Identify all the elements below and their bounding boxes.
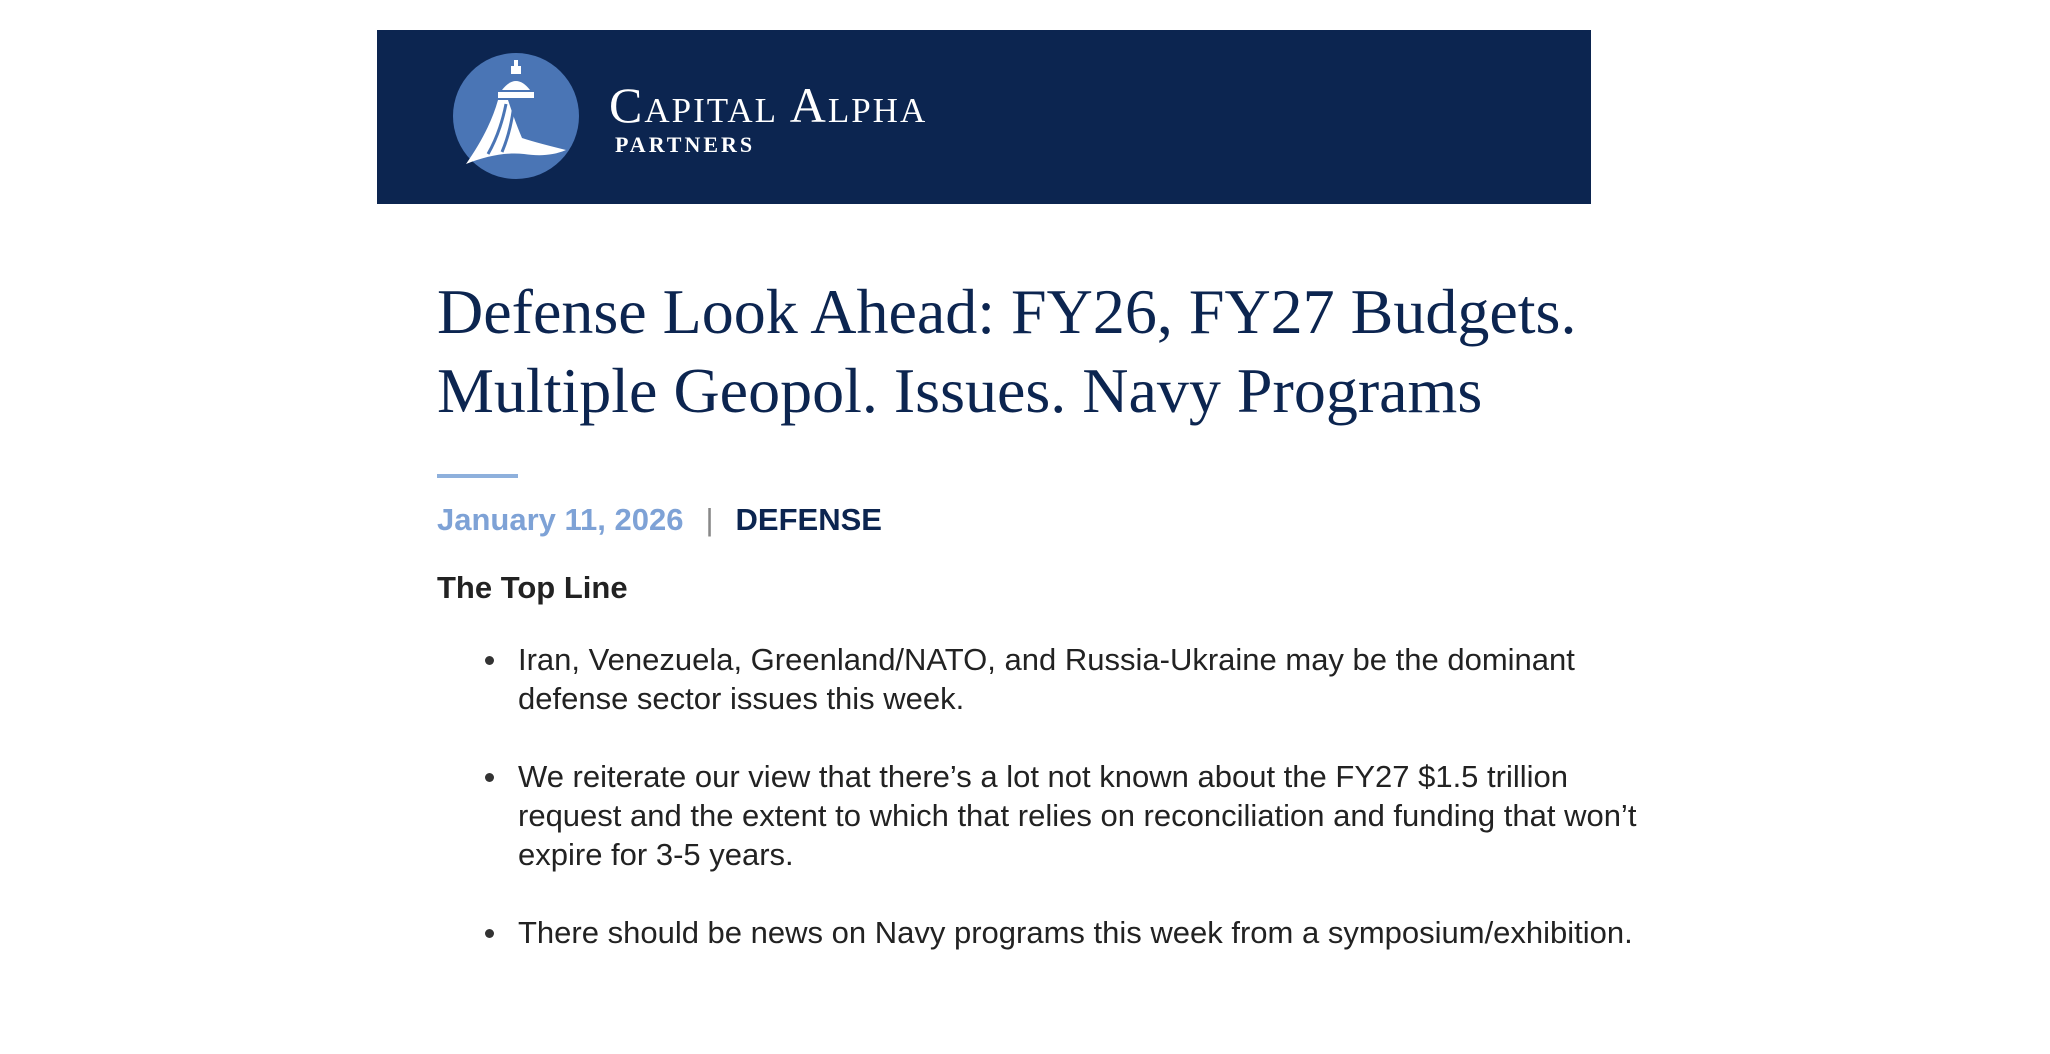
bullet-dot xyxy=(485,773,494,782)
bullet-dot xyxy=(485,929,494,938)
article-date: January 11, 2026 xyxy=(437,502,684,537)
capitol-dome-icon xyxy=(452,52,580,180)
list-item xyxy=(437,757,1637,874)
page-title xyxy=(437,272,1737,430)
bullet-list xyxy=(437,640,1637,991)
list-item xyxy=(437,640,1637,718)
article-category[interactable]: DEFENSE xyxy=(735,502,882,537)
brand-subtitle: PARTNERS xyxy=(615,132,756,157)
list-item xyxy=(437,913,1637,952)
bullet-dot xyxy=(485,656,494,665)
brand-name: Capital Alpha xyxy=(609,77,928,133)
title-line-2: Multiple Geopol. Issues. Navy Programs xyxy=(437,355,1483,426)
list-item-text: Iran, Venezuela, Greenland/NATO, and Russia-Ukraine may be the dominant defense sector issues this week. xyxy=(518,642,1575,716)
meta-separator: | xyxy=(705,502,714,537)
article-meta xyxy=(437,500,882,540)
title-line-1: Defense Look Ahead: FY26, FY27 Budgets. xyxy=(437,276,1577,347)
title-divider xyxy=(437,474,518,478)
list-item-text: There should be news on Navy programs this week from a symposium/exhibition. xyxy=(518,915,1633,950)
header-banner xyxy=(377,30,1591,204)
section-heading: The Top Line xyxy=(437,570,628,605)
list-item-text: We reiterate our view that there’s a lot not known about the FY27 $1.5 trillion request and the extent to which that relies on reconciliation and funding that won’t expire for 3-5 years. xyxy=(518,759,1637,872)
